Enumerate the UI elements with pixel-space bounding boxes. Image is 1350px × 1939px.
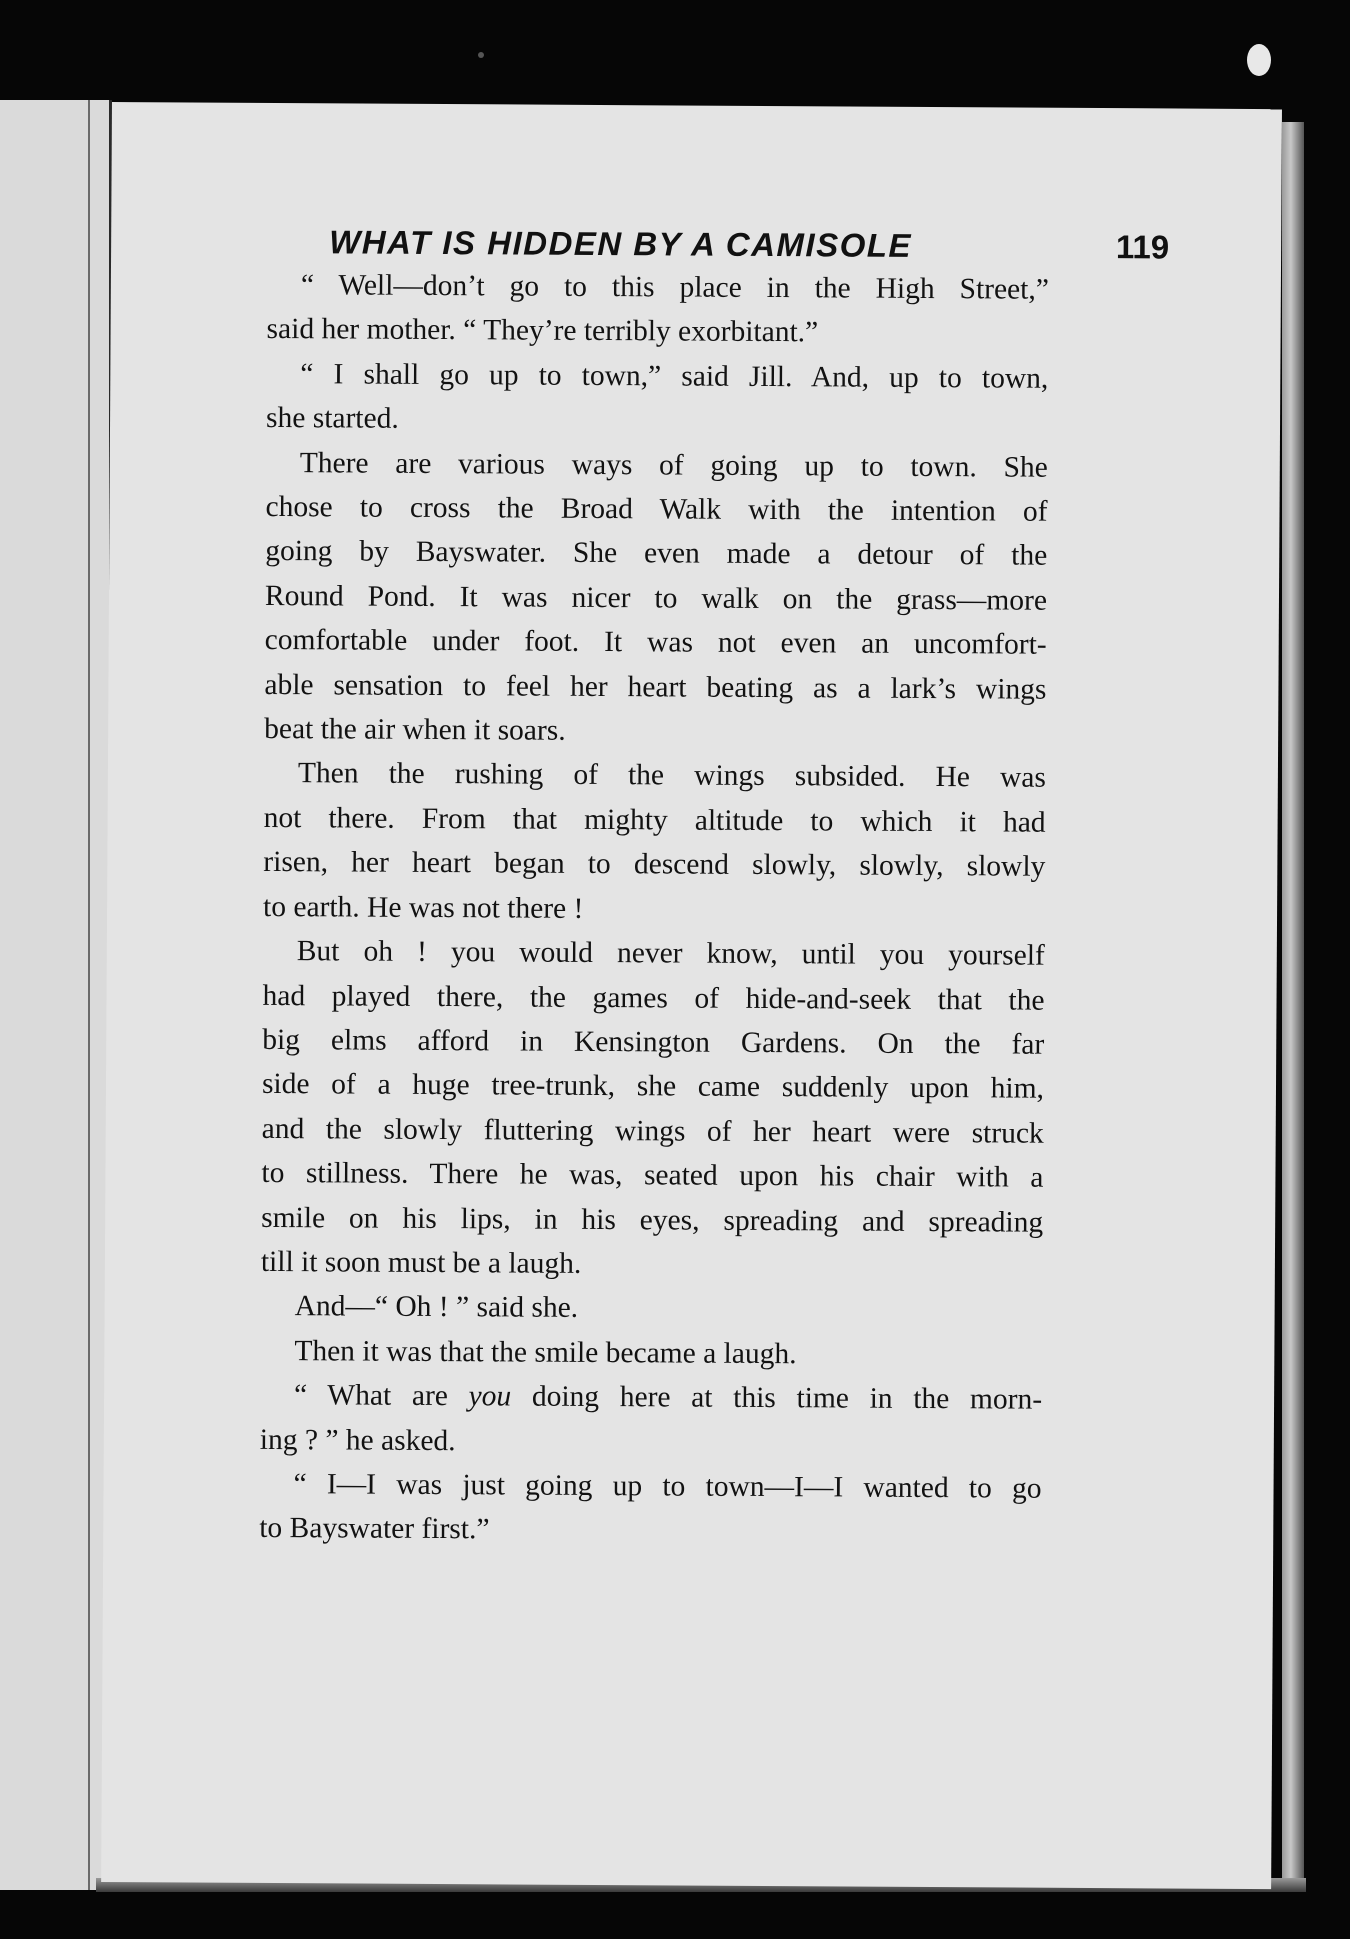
paragraph [230,440,1048,756]
text-line: said her mother. “ They’re terribly exorbitant.” [266,313,819,349]
text-line: chose to cross the Broad Walk with the intention of [265,490,1048,528]
text-line: And—“ Oh ! ” said she. [294,1290,579,1325]
paragraph [229,751,1046,934]
text-line: Then the rushing of the wings subsided. He was [297,757,1046,795]
text-line [226,1373,1042,1422]
paragraph [226,1328,1042,1377]
text-line: to earth. He was not there ! [262,890,584,925]
body-text [225,263,1049,1556]
book-page [101,102,1282,1889]
paragraph [226,1373,1043,1467]
text-line: There are various ways of going up to town. She [299,446,1048,484]
text-line: able sensation to feel her heart beating as a lark’s wings [264,668,1047,706]
page-stack-edge-right [1282,122,1304,1892]
text-line: But oh ! you would never know, until you yourself [296,935,1045,972]
text-line: side of a huge tree-trunk, she came suddenly upon him, [261,1068,1045,1106]
text-line: Round Pond. It was nicer to walk on the grass—more [264,579,1048,617]
page-fold-line [88,100,90,1890]
scan-speck [1247,44,1271,76]
text-line: risen, her heart began to descend slowly, slowly, slowly [263,846,1046,883]
text-line: till it soon must be a laugh. [260,1245,582,1280]
text-line: beat the air when it soars. [264,713,566,747]
text-line: “ I—I was just going up to town—I—I wanted to go [293,1468,1042,1505]
facing-page-edge [0,100,112,1890]
text-line: big elms afford in Kensington Gardens. On the far [262,1023,1045,1061]
paragraph [232,352,1049,446]
text-line: going by Bayswater. She even made a detour of the [265,535,1048,573]
text-line: Then it was that the smile became a laugh. [294,1334,797,1370]
text-line: to Bayswater first.” [259,1512,490,1546]
paragraph [232,263,1049,357]
scan-speck-small [478,52,484,58]
text-line: smile on his lips, in his eyes, spreading and spreading [261,1201,1044,1239]
text-run: “ What are [294,1379,469,1413]
text-line: “ I shall go up to town,” said Jill. And, up to town, [300,357,1049,395]
text-line: “ Well—don’t go to this place in the High Street,” [300,269,1049,306]
text-line: she started. [265,402,399,435]
text-line: to stillness. There he was, seated upon his chair with a [261,1157,1044,1194]
text-line: and the slowly fluttering wings of her heart were struck [261,1112,1044,1150]
running-title: WHAT IS HIDDEN BY A CAMISOLE [329,223,913,264]
text-line: ing ? ” he asked. [259,1423,456,1457]
text-line: had played there, the games of hide-and-seek that the [262,979,1045,1017]
emphasis-word: you [468,1380,512,1413]
paragraph [227,1284,1043,1333]
paragraph [227,929,1045,1289]
text-line: not there. From that mighty altitude to which it had [263,801,1046,839]
text-line: comfortable under foot. It was not even an uncomfort- [264,624,1047,661]
paragraph [225,1462,1042,1556]
text-run: doing here at this time in the morn- [511,1380,1043,1416]
page-number: 119 [1115,228,1170,266]
